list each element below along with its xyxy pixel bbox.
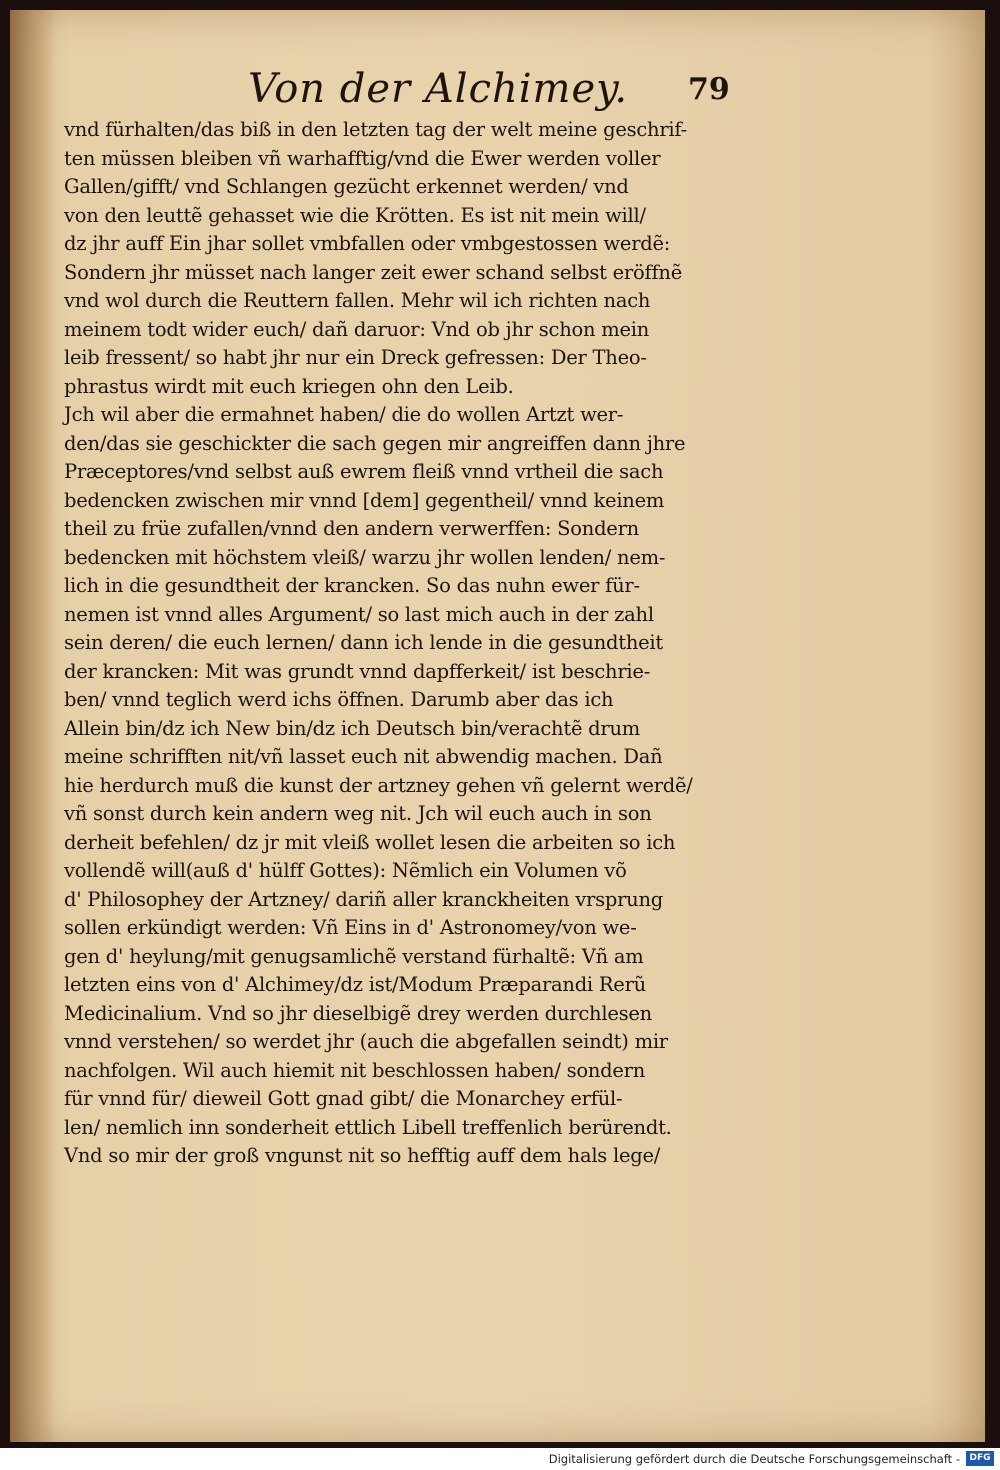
text-line: den/das sie geschickter die sach gegen mir angreiffen dann jhre bbox=[64, 431, 686, 455]
text-line: für vnnd für/ dieweil Gott gnad gibt/ die Monarchey erfül- bbox=[64, 1087, 623, 1110]
text-line: ben/ vnnd teglich werd ichs öffnen. Darumb aber das ich bbox=[64, 688, 614, 711]
funding-credit: Digitalisierung gefördert durch die Deutsche Forschungsgemeinschaft - bbox=[548, 1452, 960, 1466]
text-line: d' Philosophey der Artzney/ dariñ aller kranckheiten vrsprung bbox=[64, 887, 664, 911]
text-line: Allein bin/dz ich New bin/dz ich Deutsch bin/verachtẽ drum bbox=[64, 716, 641, 740]
text-line: nachfolgen. Wil auch hiemit nit beschlossen haben/ sondern bbox=[64, 1058, 646, 1082]
text-line: vnd wol durch die Reuttern fallen. Mehr wil ich richten nach bbox=[64, 289, 651, 312]
text-line: sollen erkündigt werden: Vñ Eins in d' Astronomey/von we- bbox=[64, 916, 637, 939]
text-line: Jch wil aber die ermahnet haben/ die do wollen Artzt wer- bbox=[64, 403, 624, 426]
text-line: theil zu früe zufallen/vnnd den andern verwerffen: Sondern bbox=[64, 517, 639, 540]
text-line: bedencken mit höchstem vleiß/ warzu jhr wollen lenden/ nem- bbox=[64, 545, 666, 569]
text-line: sein deren/ die euch lernen/ dann ich lende in die gesundtheit bbox=[64, 631, 663, 654]
text-line: der krancken: Mit was grundt vnnd dapfferkeit/ ist beschrie- bbox=[64, 659, 651, 683]
text-line: lich in die gesundtheit der krancken. So das nuhn ewer für- bbox=[64, 574, 640, 597]
text-line: bedencken zwischen mir vnnd [dem] gegentheil/ vnnd keinem bbox=[64, 488, 665, 512]
text-line: dz jhr auff Ein jhar sollet vmbfallen oder vmbgestossen werdẽ: bbox=[64, 232, 671, 255]
text-line: vnnd verstehen/ so werdet jhr (auch die abgefallen seindt) mir bbox=[64, 1030, 668, 1053]
text-line: nemen ist vnnd alles Argument/ so last mich auch in der zahl bbox=[64, 602, 654, 626]
text-line: ten müssen bleiben vñ warhafftig/vnd die Ewer werden voller bbox=[64, 146, 661, 170]
text-line: Vnd so mir der groß vngunst nit so hefftig auff dem hals lege/ bbox=[64, 1144, 661, 1167]
text-line: hie herdurch muß die kunst der artzney gehen vñ gelernt werdẽ/ bbox=[64, 773, 693, 797]
footer-bar bbox=[0, 1448, 1000, 1470]
text-line: len/ nemlich inn sonderheit ettlich Libell treffenlich berürendt. bbox=[64, 1115, 672, 1139]
text-line: vollendẽ will(auß d' hülff Gottes): Nẽmlich ein Volumen võ bbox=[64, 859, 627, 882]
text-line: meinem todt wider euch/ dañ daruor: Vnd ob jhr schon mein bbox=[64, 317, 650, 341]
text-line: Gallen/gifft/ vnd Schlangen gezücht erkennet werden/ vnd bbox=[64, 175, 629, 198]
text-line: vnd fürhalten/das biß in den letzten tag der welt meine geschrif- bbox=[64, 118, 688, 141]
text-line: meine schrifften nit/vñ lasset euch nit abwendig machen. Dañ bbox=[64, 745, 663, 768]
text-line: Præceptores/vnd selbst auß ewrem fleiß vnnd vrtheil die sach bbox=[64, 460, 664, 483]
text-line: letzten eins von d' Alchimey/dz ist/Modum Præparandi Rerũ bbox=[64, 973, 646, 996]
page-number: 79 bbox=[688, 72, 730, 107]
text-line: Medicinalium. Vnd so jhr dieselbigẽ drey werden durchlesen bbox=[64, 1001, 652, 1025]
body-text bbox=[64, 116, 714, 1171]
text-line: von den leuttẽ gehasset wie die Krötten. Es ist nit mein will/ bbox=[64, 203, 646, 227]
text-line: vñ sonst durch kein andern weg nit. Jch wil euch auch in son bbox=[64, 802, 652, 825]
running-head-title: Von der Alchimey. bbox=[248, 66, 629, 112]
dfg-logo-icon: DFG bbox=[966, 1451, 994, 1466]
text-line: leib fressent/ so habt jhr nur ein Dreck gefressen: Der Theo- bbox=[64, 346, 647, 369]
running-head bbox=[0, 66, 1000, 116]
text-line: Sondern jhr müsset nach langer zeit ewer schand selbst eröffnẽ bbox=[64, 260, 683, 284]
text-line: gen d' heylung/mit genugsamlichẽ verstand fürhaltẽ: Vñ am bbox=[64, 944, 644, 968]
page-gutter-shadow bbox=[10, 10, 55, 1442]
text-line: derheit befehlen/ dz jr mit vleiß wollet lesen die arbeiten so ich bbox=[64, 830, 676, 854]
text-line: phrastus wirdt mit euch kriegen ohn den Leib. bbox=[64, 374, 514, 398]
